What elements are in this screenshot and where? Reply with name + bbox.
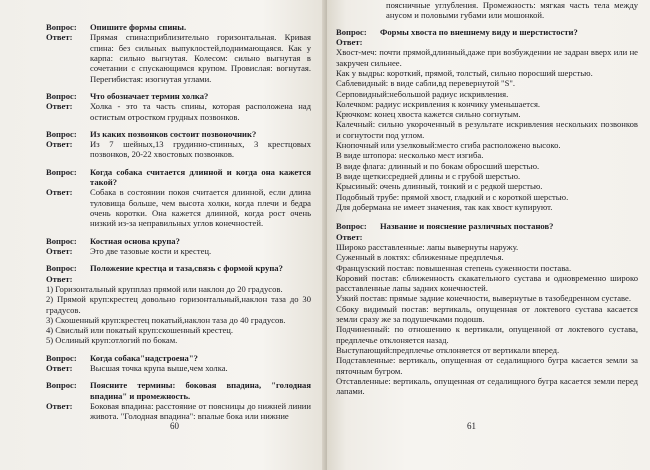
answer-line: Кнопочный или узелковый:место сгиба расположено высоко. (336, 140, 561, 151)
answer-label: Ответ: (46, 273, 73, 284)
answer-line: Подчиненный: по отношению к вертикали, опущенной от локтевого сустава, предплечье отклоняется назад. (336, 324, 638, 345)
answer-line: Как у выдры: короткий, прямой, толстый, сильно поросший шерстью. (336, 67, 593, 78)
qa-block-overbuilt (46, 353, 311, 374)
answer-label: Ответ: (46, 139, 73, 150)
answer-line: Хвост-меч: почти прямой,длинный,даже при возбуждении не задран вверх или не закручен сильнее. (336, 47, 638, 68)
continuation-text: поясничные углубления. Промежность: мягкая часть тела между анусом и половыми губами или мошонкой. (386, 0, 638, 21)
question-label: Вопрос: (46, 380, 77, 391)
answer-line: В виде штопора: несколько мест изгиба. (336, 150, 484, 161)
question-label: Вопрос: (46, 128, 77, 139)
croup-list (46, 284, 311, 346)
answer-line: Коровий постав: сближенность скакательного сустава и одновременно широко расставленные лапы задних конечностей. (336, 272, 638, 294)
answer-line: Крючком: конец хвоста кажется сильно согнутым. (336, 109, 521, 120)
question-text: Опишите формы спины. (90, 22, 187, 32)
answer-label: Ответ: (46, 401, 73, 411)
question-text: Положение крестца и таза,связь с формой крупа? (90, 263, 283, 274)
question-label: Вопрос: (46, 166, 77, 177)
answer-label: Ответ: (46, 363, 73, 374)
answer-text: Собака в состоянии покоя считается длинной, если длина туловища больше, чем высота холки, когда плечи и бедра очень коротки. Она кажется длинной, когда рост очень низкий из-за неправильных углов конечностей. (90, 187, 311, 229)
answer-line: Широко расставленные: лапы вывернуты наружу. (336, 241, 519, 252)
question-label: Вопрос: (46, 90, 77, 101)
qa-block-stance (336, 221, 638, 396)
answer-label: Ответ: (46, 32, 73, 43)
qa-block-spine (46, 129, 311, 160)
answer-label: Ответ: (336, 36, 363, 47)
answer-line: Подобный трубе: прямой хвост, гладкий и с короткой шерстью. (336, 191, 569, 202)
answer-text: Это две тазовые кости и крестец. (90, 245, 212, 256)
answer-text: Из 7 шейных,13 грудинно-спинных, 3 крестцовых позвонков, 20-22 хвостовых позвонков. (90, 139, 311, 160)
page-number-right: 61 (467, 421, 476, 432)
answer-line: Саблевидный: в виде сабли,вд перевернутой "S". (336, 78, 516, 89)
list-item: 3) Скошенный круп:крестец покатый,наклон таза до 40 градусов. (46, 314, 286, 325)
answer-line: Для добермана не имеет значения, так как хвост купируют. (336, 201, 553, 212)
answer-text: Холка - это та часть спины, которая расположена над остистым отростком грудных позвонков. (90, 101, 311, 122)
right-page (327, 0, 650, 470)
answer-line: Колечком: радиус искривления к кончику уменьшается. (336, 98, 541, 109)
question-text: Когда собака считается длинной и когда она кажется такой? (90, 166, 311, 188)
answer-line: Серповидный:небольшой радиус искривления. (336, 88, 509, 99)
qa-block-withers (46, 91, 311, 122)
answer-line: Узкий постав: прямые задние конечности, вывернутые в тазобедренном суставе. (336, 293, 632, 304)
list-item: 1) Горизонтальный крупплаз прямой или наклон до 20 градусов. (46, 283, 283, 294)
page-number-left: 60 (170, 421, 179, 432)
question-label: Вопрос: (46, 235, 77, 246)
question-label: Вопрос: (336, 221, 367, 232)
qa-block-long-dog (46, 167, 311, 229)
answer-text: Боковая впадина: расстояние от поясницы до нижней линии живота. "Голодная впадина": впалые бока или нижние (90, 401, 311, 422)
answer-line: Подставленные: вертикаль, опущенная от седалищного бугра касается земли за пяточным бугром. (336, 355, 638, 376)
answer-label: Ответ: (336, 231, 363, 242)
qa-block-croup-shape (46, 263, 311, 346)
question-text: Что обозначает термин холка? (90, 90, 209, 101)
qa-block-back-shape (46, 22, 311, 84)
list-item: 2) Прямой круп:крестец довольно горизонтальный,наклон таза до 30 градусов. (46, 294, 311, 315)
answer-line: Отставленные: вертикаль, опущенная от седалищного бугра касается земли перед лапами. (336, 375, 638, 397)
qa-block-flank-terms (46, 380, 311, 421)
question-label: Вопрос: (46, 22, 77, 32)
question-text: Костная основа крупа? (90, 235, 180, 246)
answer-label: Ответ: (46, 245, 73, 256)
answer-line: В виде флага: длинный и по бокам обросший шерстью. (336, 160, 540, 171)
answer-text: Высшая точка крупа выше,чем холка. (90, 363, 228, 374)
question-text: Поясните термины: боковая впадина, "голодная впадина" и промежность. (90, 380, 311, 401)
answer-line: Калечный: сильно укороченный в результате искривления нескольких позвонков и согнутости под углом. (336, 119, 638, 140)
answer-line: Крысиный: очень длинный, тонкий и с редкой шерстью. (336, 181, 543, 192)
question-text: Название и пояснение различных постанов? (380, 221, 554, 232)
question-label: Вопрос: (46, 352, 77, 363)
answer-line: Сбоку видимый постав: вертикаль, опущенная от локтевого сустава касается земли сразу же за подушечками подошв. (336, 303, 638, 325)
answer-label: Ответ: (46, 187, 73, 198)
answer-line: Суженный в локтях: сближенные предплечья. (336, 252, 504, 263)
answer-line: В виде щетки:средней длины и с грубой шерстью. (336, 171, 521, 181)
qa-block-tail (336, 27, 638, 213)
answer-line: Выступающий:предплечье отклоняется от вертикали вперед. (336, 345, 560, 355)
answer-line: Французский постав: повышенная степень суженности постава. (336, 262, 572, 273)
list-item: 4) Свислый или покатый круп:скошенный крестец. (46, 325, 234, 336)
question-label: Вопрос: (336, 26, 367, 37)
answer-label: Ответ: (46, 101, 73, 112)
answer-text: Прямая спина:приблизительно горизонтальная. Кривая спина: без сильных выпуклостей,поднимающаяся. Как у карпа: сильно выгнутая. Колесом: сильно выгнутая в сочетании с спускающимся крупом. Провислая: вогнутая. Перегибистая: изогнутая углами. (90, 32, 311, 84)
question-text: Формы хвоста по внешнему виду и шерстистости? (380, 26, 578, 37)
question-label: Вопрос: (46, 263, 77, 274)
question-text: Из каких позвонков состоит позвоночник? (90, 128, 257, 139)
list-item: 5) Ослиный круп:отлогий по бокам. (46, 335, 178, 346)
question-text: Когда собака"надстроена"? (90, 352, 198, 363)
qa-block-croup-bones (46, 236, 311, 257)
